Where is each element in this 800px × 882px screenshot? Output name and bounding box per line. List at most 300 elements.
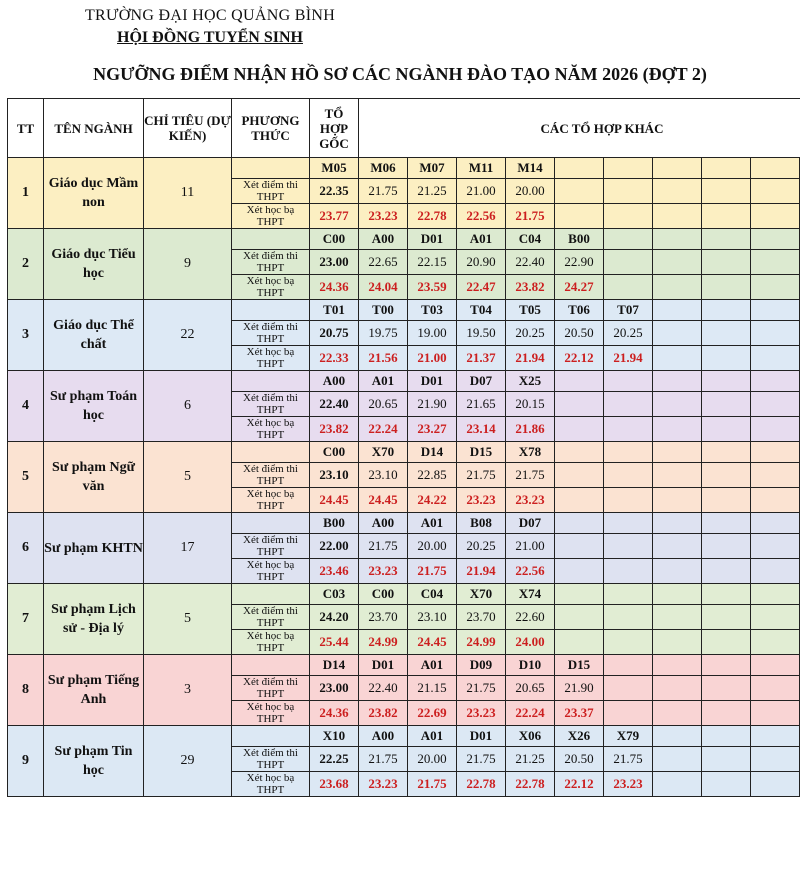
- combo-code: [702, 158, 751, 179]
- thpt-score: 22.40: [359, 676, 408, 701]
- hocba-score: 22.12: [555, 346, 604, 371]
- hocba-score: [555, 417, 604, 442]
- hocba-score: 23.23: [457, 701, 506, 726]
- thpt-score: [555, 605, 604, 630]
- admission-score-table: [7, 98, 800, 797]
- thpt-score: 20.65: [359, 392, 408, 417]
- hocba-score: [702, 488, 751, 513]
- hocba-score: 22.12: [555, 772, 604, 797]
- method-thpt-label: Xét điểm thi THPT: [232, 321, 310, 346]
- combo-code: T05: [506, 300, 555, 321]
- hocba-score: 23.14: [457, 417, 506, 442]
- combo-code: B00: [555, 229, 604, 250]
- thpt-score: [702, 321, 751, 346]
- hocba-score: 23.46: [310, 559, 359, 584]
- program-combo-row: [8, 655, 800, 676]
- hocba-score: 22.56: [506, 559, 555, 584]
- method-header-blank: [232, 371, 310, 392]
- hocba-score: [653, 417, 702, 442]
- hocba-score: [751, 346, 800, 371]
- thpt-score: 21.25: [506, 747, 555, 772]
- program-quota: 5: [144, 442, 232, 513]
- thpt-score: 21.75: [457, 676, 506, 701]
- hocba-score: 22.78: [408, 204, 457, 229]
- combo-code: X79: [604, 726, 653, 747]
- thpt-score: 21.75: [359, 534, 408, 559]
- thpt-score: [702, 392, 751, 417]
- program-combo-row: [8, 229, 800, 250]
- hocba-score: [751, 204, 800, 229]
- hocba-score: [555, 204, 604, 229]
- hocba-score: 23.27: [408, 417, 457, 442]
- hocba-score: 23.23: [506, 488, 555, 513]
- header-quota: CHỈ TIÊU (DỰ KIẾN): [144, 99, 232, 158]
- combo-code: X06: [506, 726, 555, 747]
- thpt-score: [653, 676, 702, 701]
- combo-code: X74: [506, 584, 555, 605]
- combo-code: A01: [408, 513, 457, 534]
- hocba-score: [604, 701, 653, 726]
- thpt-score: 22.60: [506, 605, 555, 630]
- combo-code: [555, 442, 604, 463]
- thpt-score: [604, 534, 653, 559]
- method-header-blank: [232, 158, 310, 179]
- thpt-score: 24.20: [310, 605, 359, 630]
- program-combo-row: [8, 158, 800, 179]
- thpt-score: 20.90: [457, 250, 506, 275]
- thpt-score: [751, 676, 800, 701]
- thpt-score: [604, 179, 653, 204]
- method-thpt-label: Xét điểm thi THPT: [232, 463, 310, 488]
- hocba-score: [751, 488, 800, 513]
- hocba-score: 23.82: [359, 701, 408, 726]
- combo-code: T03: [408, 300, 457, 321]
- combo-code: [751, 513, 800, 534]
- hocba-score: [702, 630, 751, 655]
- thpt-score: 22.00: [310, 534, 359, 559]
- hocba-score: [751, 275, 800, 300]
- program-combo-row: [8, 584, 800, 605]
- hocba-score: 24.27: [555, 275, 604, 300]
- combo-code: [751, 655, 800, 676]
- hocba-score: [702, 772, 751, 797]
- thpt-score: [555, 463, 604, 488]
- program-quota: 17: [144, 513, 232, 584]
- thpt-score: [555, 179, 604, 204]
- thpt-score: 22.65: [359, 250, 408, 275]
- thpt-score: 23.00: [310, 676, 359, 701]
- combo-code: [653, 442, 702, 463]
- thpt-score: [604, 463, 653, 488]
- thpt-score: 21.25: [408, 179, 457, 204]
- hocba-score: 24.45: [408, 630, 457, 655]
- thpt-score: 22.90: [555, 250, 604, 275]
- document-title: NGƯỠNG ĐIỂM NHẬN HỒ SƠ CÁC NGÀNH ĐÀO TẠO NĂM 2026 (ĐỢT 2): [93, 64, 707, 84]
- combo-code: [751, 158, 800, 179]
- hocba-score: 21.00: [408, 346, 457, 371]
- combo-code: T07: [604, 300, 653, 321]
- combo-code: [702, 300, 751, 321]
- combo-code: [604, 655, 653, 676]
- thpt-score: 23.10: [310, 463, 359, 488]
- hocba-score: [604, 630, 653, 655]
- method-hocba-label: Xét học bạ THPT: [232, 204, 310, 229]
- thpt-score: 21.75: [359, 747, 408, 772]
- combo-code: D01: [408, 371, 457, 392]
- program-name: Giáo dục Mầm non: [44, 158, 144, 229]
- thpt-score: 22.40: [506, 250, 555, 275]
- program-name: Sư phạm Toán học: [44, 371, 144, 442]
- thpt-score: [555, 392, 604, 417]
- hocba-score: 22.33: [310, 346, 359, 371]
- hocba-score: [702, 275, 751, 300]
- hocba-score: 22.24: [359, 417, 408, 442]
- thpt-score: 23.10: [408, 605, 457, 630]
- program-combo-row: [8, 513, 800, 534]
- thpt-score: [653, 463, 702, 488]
- program-name: Giáo dục Thể chất: [44, 300, 144, 371]
- combo-code: A01: [359, 371, 408, 392]
- hocba-score: [653, 772, 702, 797]
- method-thpt-label: Xét điểm thi THPT: [232, 179, 310, 204]
- hocba-score: 24.04: [359, 275, 408, 300]
- hocba-score: [555, 488, 604, 513]
- combo-code: A01: [408, 655, 457, 676]
- program-index: 4: [8, 371, 44, 442]
- combo-code: [702, 726, 751, 747]
- hocba-score: [604, 204, 653, 229]
- thpt-score: [702, 747, 751, 772]
- combo-code: D15: [555, 655, 604, 676]
- method-thpt-label: Xét điểm thi THPT: [232, 250, 310, 275]
- hocba-score: [604, 559, 653, 584]
- combo-code: T04: [457, 300, 506, 321]
- thpt-score: 22.40: [310, 392, 359, 417]
- thpt-score: 20.65: [506, 676, 555, 701]
- combo-code: B00: [310, 513, 359, 534]
- hocba-score: [702, 346, 751, 371]
- hocba-score: 22.47: [457, 275, 506, 300]
- hocba-score: [702, 559, 751, 584]
- hocba-score: [604, 275, 653, 300]
- hocba-score: [653, 346, 702, 371]
- combo-code: X10: [310, 726, 359, 747]
- thpt-score: 21.65: [457, 392, 506, 417]
- thpt-score: [751, 747, 800, 772]
- thpt-score: 23.00: [310, 250, 359, 275]
- thpt-score: 21.75: [457, 747, 506, 772]
- thpt-score: 20.15: [506, 392, 555, 417]
- hocba-score: 21.94: [457, 559, 506, 584]
- program-quota: 22: [144, 300, 232, 371]
- combo-code: [653, 513, 702, 534]
- hocba-score: 22.78: [506, 772, 555, 797]
- header-tt: TT: [8, 99, 44, 158]
- hocba-score: 23.23: [359, 559, 408, 584]
- combo-code: M11: [457, 158, 506, 179]
- hocba-score: 21.37: [457, 346, 506, 371]
- thpt-score: [702, 179, 751, 204]
- hocba-score: 24.00: [506, 630, 555, 655]
- combo-code: C04: [408, 584, 457, 605]
- combo-code: T01: [310, 300, 359, 321]
- combo-code: [653, 655, 702, 676]
- thpt-score: 23.70: [457, 605, 506, 630]
- combo-code: C04: [506, 229, 555, 250]
- thpt-score: 20.50: [555, 321, 604, 346]
- combo-code: [751, 726, 800, 747]
- program-combo-row: [8, 300, 800, 321]
- thpt-score: [604, 392, 653, 417]
- hocba-score: [604, 488, 653, 513]
- program-name: Sư phạm Lịch sử - Địa lý: [44, 584, 144, 655]
- combo-code: [653, 229, 702, 250]
- hocba-score: 21.56: [359, 346, 408, 371]
- hocba-score: [702, 417, 751, 442]
- combo-code: [604, 584, 653, 605]
- program-combo-row: [8, 726, 800, 747]
- program-quota: 5: [144, 584, 232, 655]
- hocba-score: 23.82: [310, 417, 359, 442]
- combo-code: B08: [457, 513, 506, 534]
- combo-code: [555, 584, 604, 605]
- combo-code: [702, 371, 751, 392]
- hocba-score: [604, 417, 653, 442]
- hocba-score: [653, 630, 702, 655]
- combo-code: [751, 300, 800, 321]
- combo-code: [702, 584, 751, 605]
- method-thpt-label: Xét điểm thi THPT: [232, 534, 310, 559]
- combo-code: C00: [310, 229, 359, 250]
- program-quota: 11: [144, 158, 232, 229]
- thpt-score: [751, 463, 800, 488]
- method-hocba-label: Xét học bạ THPT: [232, 559, 310, 584]
- thpt-score: [653, 534, 702, 559]
- thpt-score: 21.75: [457, 463, 506, 488]
- thpt-score: [702, 463, 751, 488]
- combo-code: [751, 371, 800, 392]
- hocba-score: [751, 559, 800, 584]
- hocba-score: 21.75: [506, 204, 555, 229]
- thpt-score: [653, 747, 702, 772]
- program-name: Sư phạm Tiếng Anh: [44, 655, 144, 726]
- hocba-score: 21.75: [408, 559, 457, 584]
- method-hocba-label: Xét học bạ THPT: [232, 772, 310, 797]
- combo-code: [555, 158, 604, 179]
- hocba-score: [653, 204, 702, 229]
- thpt-score: 20.25: [457, 534, 506, 559]
- hocba-score: [751, 630, 800, 655]
- thpt-score: 20.00: [408, 747, 457, 772]
- thpt-score: [751, 321, 800, 346]
- method-thpt-label: Xét điểm thi THPT: [232, 747, 310, 772]
- hocba-score: [702, 701, 751, 726]
- hocba-score: 23.77: [310, 204, 359, 229]
- table-header-row: [8, 99, 800, 158]
- hocba-score: [555, 630, 604, 655]
- program-name: Giáo dục Tiểu học: [44, 229, 144, 300]
- hocba-score: 21.75: [408, 772, 457, 797]
- thpt-score: 21.90: [408, 392, 457, 417]
- thpt-score: 19.75: [359, 321, 408, 346]
- hocba-score: 23.68: [310, 772, 359, 797]
- university-name: TRƯỜNG ĐẠI HỌC QUẢNG BÌNH: [84, 7, 336, 24]
- hocba-score: [702, 204, 751, 229]
- hocba-score: 23.59: [408, 275, 457, 300]
- thpt-score: 22.85: [408, 463, 457, 488]
- combo-code: T06: [555, 300, 604, 321]
- program-quota: 29: [144, 726, 232, 797]
- thpt-score: 21.00: [457, 179, 506, 204]
- method-header-blank: [232, 655, 310, 676]
- thpt-score: 22.35: [310, 179, 359, 204]
- combo-code: [702, 442, 751, 463]
- method-header-blank: [232, 584, 310, 605]
- thpt-score: [751, 534, 800, 559]
- program-quota: 6: [144, 371, 232, 442]
- hocba-score: [653, 701, 702, 726]
- method-header-blank: [232, 442, 310, 463]
- thpt-score: 21.00: [506, 534, 555, 559]
- thpt-score: [653, 179, 702, 204]
- program-index: 9: [8, 726, 44, 797]
- combo-code: M07: [408, 158, 457, 179]
- combo-code: [653, 371, 702, 392]
- combo-code: [604, 442, 653, 463]
- program-index: 1: [8, 158, 44, 229]
- thpt-score: 20.00: [506, 179, 555, 204]
- program-index: 7: [8, 584, 44, 655]
- thpt-score: [751, 250, 800, 275]
- hocba-score: [555, 559, 604, 584]
- combo-code: A00: [359, 513, 408, 534]
- thpt-score: [751, 179, 800, 204]
- combo-code: [751, 229, 800, 250]
- method-header-blank: [232, 229, 310, 250]
- hocba-score: 21.86: [506, 417, 555, 442]
- combo-code: [555, 371, 604, 392]
- combo-code: C00: [310, 442, 359, 463]
- combo-code: [751, 584, 800, 605]
- header-other-combos: CÁC TỔ HỢP KHÁC: [359, 99, 800, 158]
- combo-code: X70: [359, 442, 408, 463]
- method-header-blank: [232, 300, 310, 321]
- thpt-score: 19.50: [457, 321, 506, 346]
- method-thpt-label: Xét điểm thi THPT: [232, 392, 310, 417]
- hocba-score: 24.22: [408, 488, 457, 513]
- hocba-score: 22.56: [457, 204, 506, 229]
- hocba-score: 23.37: [555, 701, 604, 726]
- hocba-score: 24.45: [359, 488, 408, 513]
- hocba-score: 24.99: [457, 630, 506, 655]
- thpt-score: 21.75: [506, 463, 555, 488]
- program-combo-row: [8, 371, 800, 392]
- hocba-score: 25.44: [310, 630, 359, 655]
- method-header-blank: [232, 513, 310, 534]
- combo-code: C00: [359, 584, 408, 605]
- combo-code: [702, 513, 751, 534]
- thpt-score: 23.10: [359, 463, 408, 488]
- hocba-score: [751, 772, 800, 797]
- thpt-score: 20.50: [555, 747, 604, 772]
- combo-code: A00: [310, 371, 359, 392]
- thpt-score: 21.15: [408, 676, 457, 701]
- header-program-name: TÊN NGÀNH: [44, 99, 144, 158]
- council-name: HỘI ĐỒNG TUYỂN SINH: [117, 29, 303, 46]
- thpt-score: 23.70: [359, 605, 408, 630]
- program-combo-row: [8, 442, 800, 463]
- thpt-score: [653, 321, 702, 346]
- combo-code: D01: [408, 229, 457, 250]
- thpt-score: 21.75: [359, 179, 408, 204]
- combo-code: D07: [457, 371, 506, 392]
- method-hocba-label: Xét học bạ THPT: [232, 346, 310, 371]
- method-hocba-label: Xét học bạ THPT: [232, 701, 310, 726]
- hocba-score: 22.24: [506, 701, 555, 726]
- hocba-score: 21.94: [506, 346, 555, 371]
- hocba-score: [751, 701, 800, 726]
- combo-code: D01: [457, 726, 506, 747]
- program-quota: 9: [144, 229, 232, 300]
- thpt-score: 20.25: [604, 321, 653, 346]
- combo-code: [604, 229, 653, 250]
- hocba-score: [653, 275, 702, 300]
- method-thpt-label: Xét điểm thi THPT: [232, 605, 310, 630]
- combo-code: A01: [457, 229, 506, 250]
- method-thpt-label: Xét điểm thi THPT: [232, 676, 310, 701]
- thpt-score: [604, 676, 653, 701]
- hocba-score: 22.78: [457, 772, 506, 797]
- hocba-score: 24.36: [310, 275, 359, 300]
- method-hocba-label: Xét học bạ THPT: [232, 417, 310, 442]
- combo-code: T00: [359, 300, 408, 321]
- combo-code: X78: [506, 442, 555, 463]
- combo-code: D01: [359, 655, 408, 676]
- combo-code: [653, 158, 702, 179]
- combo-code: [751, 442, 800, 463]
- thpt-score: [653, 605, 702, 630]
- hocba-score: [751, 417, 800, 442]
- thpt-score: [653, 250, 702, 275]
- program-index: 6: [8, 513, 44, 584]
- combo-code: A00: [359, 229, 408, 250]
- thpt-score: 19.00: [408, 321, 457, 346]
- thpt-score: [653, 392, 702, 417]
- program-quota: 3: [144, 655, 232, 726]
- program-index: 2: [8, 229, 44, 300]
- combo-code: [555, 513, 604, 534]
- combo-code: D10: [506, 655, 555, 676]
- thpt-score: 21.75: [604, 747, 653, 772]
- combo-code: X70: [457, 584, 506, 605]
- hocba-score: 23.23: [359, 204, 408, 229]
- combo-code: [653, 300, 702, 321]
- method-hocba-label: Xét học bạ THPT: [232, 488, 310, 513]
- thpt-score: [702, 676, 751, 701]
- combo-code: [604, 158, 653, 179]
- thpt-score: 20.75: [310, 321, 359, 346]
- combo-code: M05: [310, 158, 359, 179]
- program-index: 3: [8, 300, 44, 371]
- combo-code: D07: [506, 513, 555, 534]
- hocba-score: 24.45: [310, 488, 359, 513]
- thpt-score: [702, 605, 751, 630]
- combo-code: X25: [506, 371, 555, 392]
- combo-code: D14: [408, 442, 457, 463]
- combo-code: A00: [359, 726, 408, 747]
- hocba-score: 23.23: [604, 772, 653, 797]
- method-hocba-label: Xét học bạ THPT: [232, 275, 310, 300]
